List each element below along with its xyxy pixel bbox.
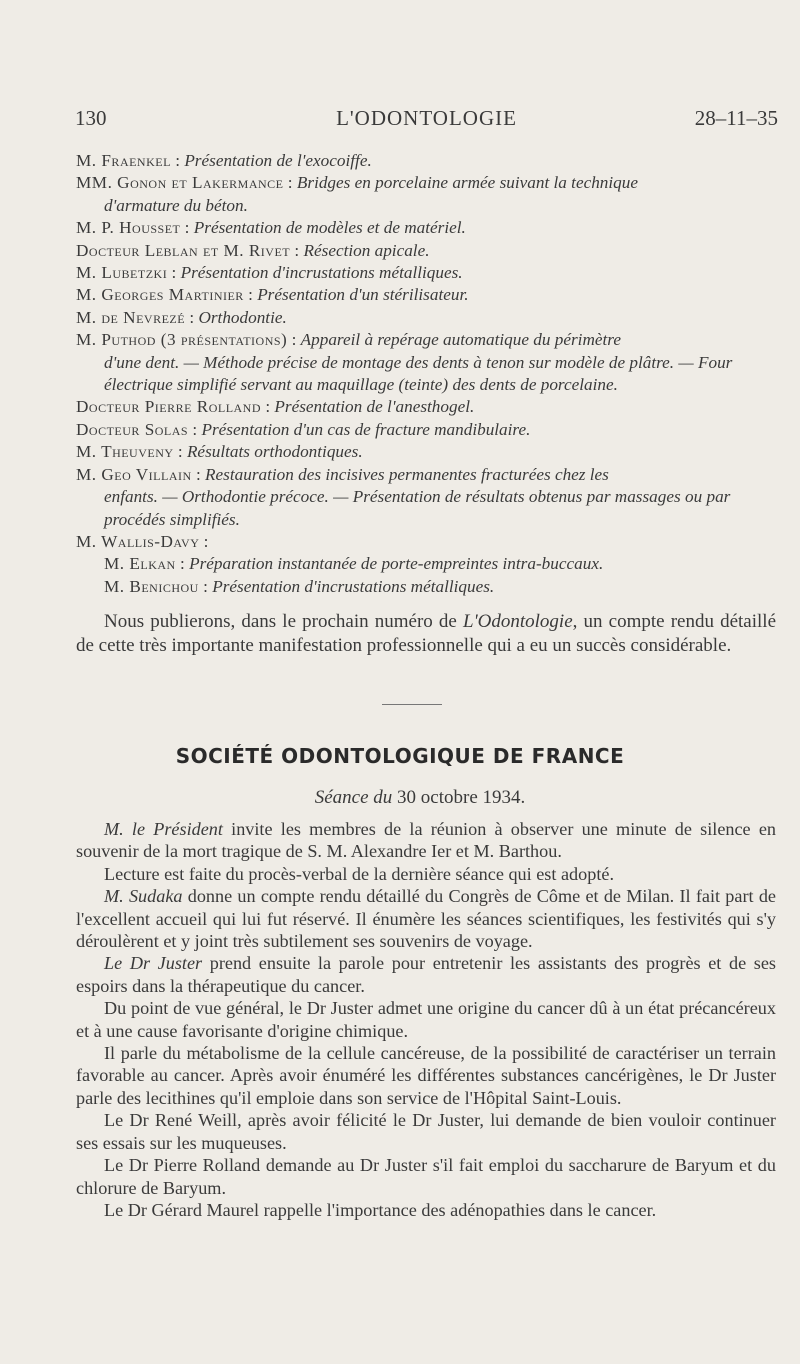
- presentation-title: Présentation d'incrustations métalliques.: [180, 263, 463, 283]
- paragraph-text: Il parle du métabolisme de la cellule cancéreuse, de la possibilité de caractériser un terrain favorable au cancer. Après avoir énuméré les différentes substances cancérigènes, le Dr Juster parle des lecithines qu'il emploie dans son service de l'Hôpital Saint-Louis.: [76, 1043, 776, 1108]
- list-item: [76, 419, 782, 441]
- list-item: [76, 441, 782, 463]
- list-item: [76, 307, 782, 329]
- presentation-title: Présentation de l'exocoiffe.: [184, 151, 372, 170]
- presenter-name: Docteur Solas: [76, 419, 189, 439]
- paragraph: [76, 1042, 776, 1109]
- presentation-title: Appareil à repérage automatique du périmètre: [300, 330, 621, 350]
- separator: :: [287, 330, 301, 350]
- paragraph: [76, 818, 776, 863]
- paragraph: [76, 952, 776, 997]
- session-label: Séance du: [314, 787, 393, 808]
- presenter-name: M. Theuveny: [76, 442, 174, 462]
- paragraph-text: invite les membres de la réunion à observer une minute de silence en souvenir de la mort tragique de S. M. Alexandre Ier et M. Barthou.: [76, 819, 776, 862]
- paragraph: [76, 1154, 776, 1199]
- presentation-title-continued: d'une dent. — Méthode précise de montage des dents à tenon sur modèle de plâtre. — Four électrique simplifié servant au maquillage (teinte) des dents de porcelaine.: [104, 352, 733, 395]
- presentation-title: Présentation d'un cas de fracture mandibulaire.: [201, 419, 531, 439]
- separator: :: [191, 464, 206, 484]
- paragraph: [76, 1109, 776, 1154]
- paragraph-text: Du point de vue général, le Dr Juster admet une origine du cancer dû à un état précancéreux et à une cause favorisante d'origine chimique.: [76, 998, 776, 1041]
- separator: :: [198, 576, 213, 596]
- presentation-title: Présentation de l'anesthogel.: [274, 397, 475, 417]
- list-item: [76, 240, 782, 262]
- presentation-title: Présentation d'incrustations métalliques.: [212, 576, 495, 596]
- separator: :: [261, 397, 275, 417]
- separator: :: [173, 442, 187, 462]
- list-item: [76, 150, 782, 172]
- presentation-title-continued: enfants. — Orthodontie précoce. — Présentation de résultats obtenus par massages ou par procédés simplifiés.: [104, 487, 731, 529]
- presenter-name: M. Elkan: [104, 554, 176, 574]
- separator: :: [175, 554, 190, 574]
- separator: :: [199, 531, 209, 551]
- paragraph: [76, 1199, 776, 1221]
- separator: :: [188, 419, 202, 439]
- presenter-name: MM. Gonon et Lakermance: [76, 173, 284, 193]
- paragraph-text: Le Dr Pierre Rolland demande au Dr Juster s'il fait emploi du saccharure de Baryum et du chlorure de Baryum.: [76, 1155, 776, 1198]
- paragraph-text: prend ensuite la parole pour entretenir les assistants des progrès et de ses espoirs dans la thérapeutique du cancer.: [76, 953, 776, 996]
- section-heading: SOCIÉTÉ ODONTOLOGIQUE DE FRANCE: [175, 744, 625, 768]
- list-item: [76, 464, 782, 531]
- presentation-title: Résection apicale.: [303, 240, 430, 260]
- separator: :: [290, 240, 304, 260]
- paragraph-text: Le Dr Gérard Maurel rappelle l'importance des adénopathies dans le cancer.: [104, 1199, 657, 1220]
- running-header: [75, 106, 778, 136]
- list-item: [76, 172, 782, 217]
- speaker-name: Le Dr Juster: [104, 953, 203, 974]
- list-item: [76, 284, 782, 306]
- presentation-title: Restauration des incisives permanentes fracturées chez les: [205, 464, 609, 484]
- presenter-name: M. Georges Martinier: [76, 285, 244, 305]
- presenter-name: M. P. Housset: [76, 218, 181, 238]
- paragraph: [76, 863, 776, 885]
- session-line: [0, 787, 800, 809]
- list-item: [76, 553, 782, 575]
- presenter-name: Docteur Pierre Rolland: [76, 397, 262, 417]
- presenter-name: M. de Nevrezé: [76, 307, 186, 327]
- presentation-title: Bridges en porcelaine armée suivant la technique: [296, 173, 638, 193]
- presenter-name: M. Fraenkel: [76, 151, 171, 170]
- presenter-name: M. Wallis-Davy: [76, 531, 200, 551]
- list-item: [76, 329, 782, 396]
- list-item: [76, 396, 782, 418]
- presentation-title: Résultats orthodontiques.: [186, 442, 363, 462]
- paragraph: [76, 997, 776, 1042]
- list-item: [76, 576, 782, 598]
- closing-before: Nous publierons, dans le prochain numéro de: [104, 611, 463, 632]
- session-minutes: [76, 818, 776, 1221]
- presenter-name: M. Benichou: [104, 576, 199, 596]
- speaker-name: M. le Président: [104, 819, 223, 839]
- journal-title: L'ODONTOLOGIE: [336, 106, 517, 130]
- section-divider: [382, 704, 442, 705]
- list-item: [76, 217, 782, 239]
- presenter-name: Docteur Leblan et M. Rivet: [76, 240, 291, 260]
- page-number: 130: [75, 106, 107, 130]
- closing-after: , un compte rendu détaillé de cette très importante manifestation professionnelle qui a eu un succès considérable.: [76, 611, 777, 656]
- presentation-title: Préparation instantanée de porte-empreintes intra-buccaux.: [189, 554, 604, 574]
- paragraph-text: Lecture est faite du procès-verbal de la dernière séance qui est adopté.: [104, 863, 615, 884]
- paragraph-text: donne un compte rendu détaillé du Congrès de Côme et de Milan. Il fait part de l'excellent accueil qui lui fut réservé. Il énumère les séances scientifiques, les festivités qui s'y déroulèrent et y joint très subtilement ses souvenirs de voyage.: [76, 886, 776, 952]
- presentation-title: Présentation d'un stérilisateur.: [257, 285, 469, 305]
- presentation-title: Présentation de modèles et de matériel.: [193, 218, 466, 238]
- closing-paragraph: [76, 610, 776, 658]
- session-date: 30 octobre 1934.: [397, 787, 526, 808]
- separator: :: [243, 285, 258, 305]
- presenter-name: M. Puthod (3 présentations): [76, 330, 288, 350]
- paragraph: [76, 885, 776, 952]
- presentations-list: [76, 150, 782, 598]
- presenter-name: M. Geo Villain: [76, 464, 192, 484]
- paragraph-text: Le Dr René Weill, après avoir félicité le Dr Juster, lui demande de bien vouloir continuer ses essais sur les muqueuses.: [76, 1110, 776, 1153]
- presentation-title-continued: d'armature du béton.: [104, 195, 248, 215]
- presentation-title: Orthodontie.: [198, 307, 287, 327]
- separator: :: [283, 173, 297, 193]
- closing-journal: L'Odontologie: [463, 611, 573, 632]
- list-item: [76, 531, 782, 553]
- separator: :: [167, 263, 181, 283]
- separator: :: [170, 151, 185, 170]
- speaker-name: M. Sudaka: [104, 886, 183, 907]
- separator: :: [180, 218, 194, 238]
- presenter-name: M. Lubetzki: [76, 263, 168, 283]
- separator: :: [185, 307, 199, 327]
- list-item: [76, 262, 782, 284]
- issue-date: 28–11–35: [694, 106, 778, 130]
